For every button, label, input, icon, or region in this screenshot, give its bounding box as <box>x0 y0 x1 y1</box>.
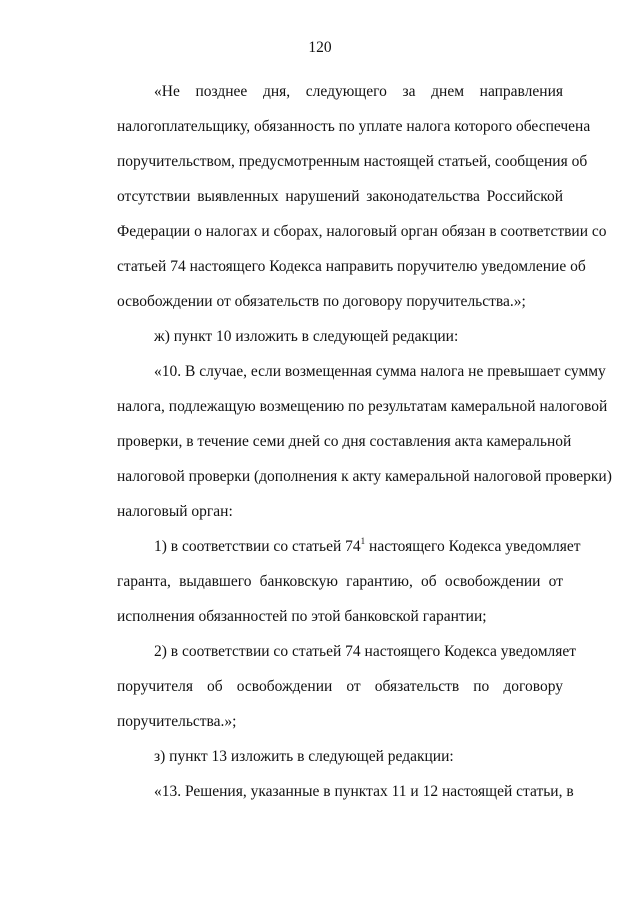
text-fragment: настоящего Кодекса уведомляет <box>365 538 581 555</box>
text-line: поручительства.»; <box>117 713 237 730</box>
paragraph-point-10 <box>80 354 612 529</box>
paragraph-subitem-1 <box>80 529 581 634</box>
paragraph-item-zh <box>80 319 563 354</box>
text-line: статьей 74 настоящего Кодекса направить поручителю уведомление об <box>117 258 586 275</box>
text-line: гаранта, выдавшего банковскую гарантию, об освобождении от <box>117 573 563 590</box>
text-line: 2) в соответствии со статьей 74 настоящего Кодекса уведомляет <box>154 643 577 660</box>
text-line: ж) пункт 10 изложить в следующей редакции: <box>154 328 459 345</box>
superscript: 1 <box>360 536 366 546</box>
text-line: налогоплательщику, обязанность по уплате налога которого обеспечена <box>117 118 591 135</box>
text-line: освобождении от обязательств по договору поручительства.»; <box>117 293 526 310</box>
text-line: отсутствии выявленных нарушений законодательства Российской <box>117 188 563 205</box>
text-line: налога, подлежащую возмещению по результатам камеральной налоговой <box>117 398 608 415</box>
document-body <box>80 74 612 809</box>
page-number: 120 <box>308 39 332 56</box>
text-line <box>80 529 581 564</box>
text-line: налоговый орган: <box>117 503 233 520</box>
text-fragment: 1) в соответствии со статьей 74 <box>154 538 361 555</box>
paragraph-item-z <box>80 739 563 774</box>
text-line: «13. Решения, указанные в пунктах 11 и 12 настоящей статьи, в <box>154 783 574 800</box>
text-line: налоговой проверки (дополнения к акту камеральной налоговой проверки) <box>117 468 612 485</box>
text-line: проверки, в течение семи дней со дня составления акта камеральной <box>117 433 572 450</box>
text-line: «10. В случае, если возмещенная сумма налога не превышает сумму <box>154 363 606 380</box>
paragraph-subitem-2 <box>80 634 577 739</box>
text-line: «Не позднее дня, следующего за днем направления <box>154 83 563 100</box>
text-line: Федерации о налогах и сборах, налоговый орган обязан в соответствии со <box>117 223 607 240</box>
paragraph-point-13 <box>80 774 574 809</box>
text-line: исполнения обязанностей по этой банковской гарантии; <box>117 608 487 625</box>
text-line: з) пункт 13 изложить в следующей редакции: <box>154 748 454 765</box>
paragraph-guarantor-notice <box>80 74 607 319</box>
text-line: поручителя об освобождении от обязательств по договору <box>117 678 563 695</box>
text-line: поручительством, предусмотренным настоящей статьей, сообщения об <box>117 153 588 170</box>
